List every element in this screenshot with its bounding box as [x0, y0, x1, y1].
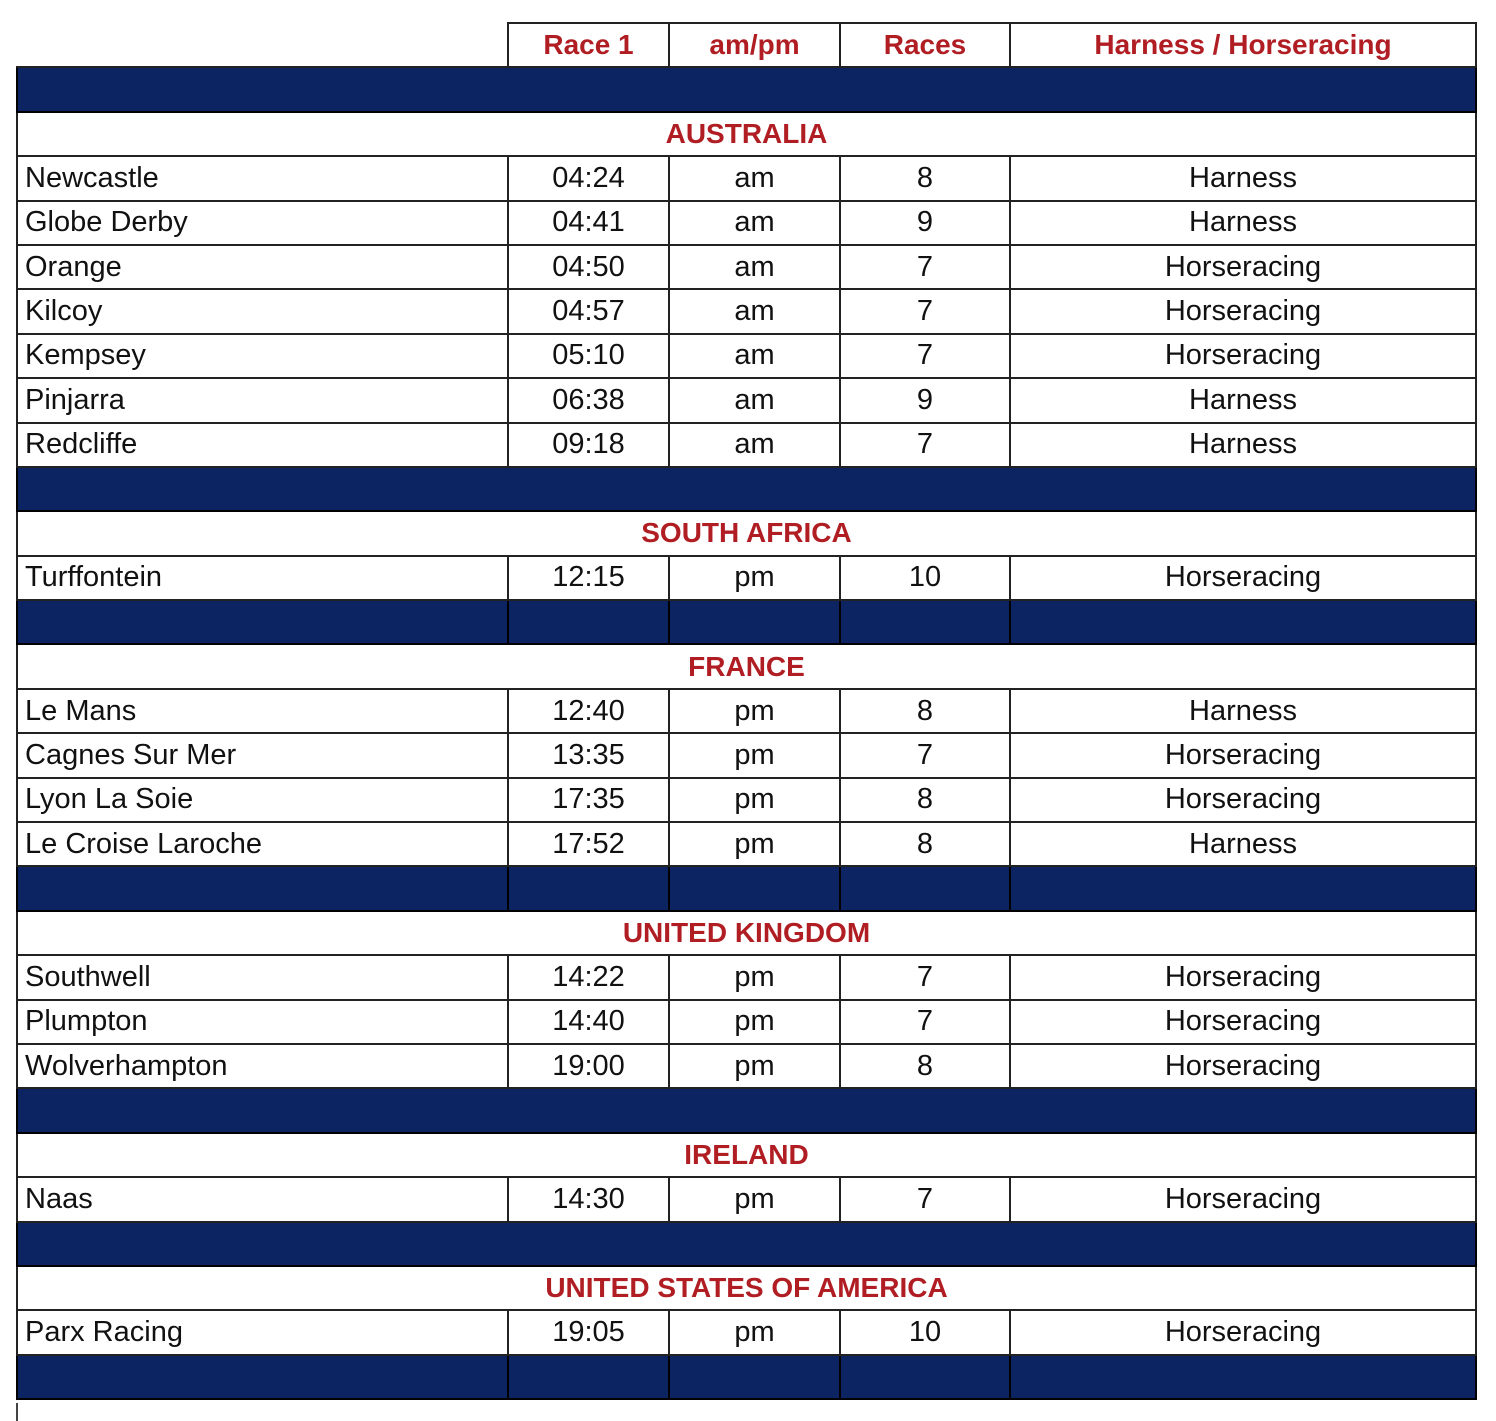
ampm-cell: pm	[669, 689, 840, 733]
separator-cell	[669, 1355, 840, 1399]
table-row	[17, 689, 1476, 733]
venue-cell: Cagnes Sur Mer	[17, 733, 508, 777]
race-type-cell: Horseracing	[1010, 289, 1476, 333]
race1-time-cell: 04:57	[508, 289, 669, 333]
table-row	[17, 1310, 1476, 1354]
country-heading-row	[17, 112, 1476, 156]
ampm-cell: pm	[669, 1000, 840, 1044]
table-row	[17, 822, 1476, 866]
venue-cell: Kilcoy	[17, 289, 508, 333]
ampm-cell: am	[669, 334, 840, 378]
table-row	[17, 733, 1476, 777]
races-count-cell: 8	[840, 156, 1010, 200]
race1-time-cell: 04:41	[508, 201, 669, 245]
race-type-cell: Harness	[1010, 201, 1476, 245]
header-type: Harness / Horseracing	[1010, 23, 1476, 67]
country-heading: SOUTH AFRICA	[17, 511, 1476, 555]
country-heading-row	[17, 1133, 1476, 1177]
venue-cell: Parx Racing	[17, 1310, 508, 1354]
race1-time-cell: 17:35	[508, 778, 669, 822]
races-count-cell: 7	[840, 1177, 1010, 1221]
separator-band	[17, 1355, 1476, 1399]
race-type-cell: Harness	[1010, 378, 1476, 422]
venue-cell: Orange	[17, 245, 508, 289]
column-header-row	[17, 23, 1476, 67]
separator-cell	[508, 1355, 669, 1399]
races-count-cell: 9	[840, 378, 1010, 422]
venue-cell: Southwell	[17, 955, 508, 999]
separator-cell	[17, 600, 508, 644]
race-type-cell: Horseracing	[1010, 245, 1476, 289]
race-type-cell: Horseracing	[1010, 1044, 1476, 1088]
country-heading-row	[17, 644, 1476, 688]
ampm-cell: pm	[669, 733, 840, 777]
races-count-cell: 7	[840, 245, 1010, 289]
races-count-cell: 7	[840, 955, 1010, 999]
country-heading-row	[17, 911, 1476, 955]
ampm-cell: am	[669, 423, 840, 467]
races-count-cell: 7	[840, 733, 1010, 777]
race-type-cell: Horseracing	[1010, 334, 1476, 378]
race-type-cell: Horseracing	[1010, 733, 1476, 777]
country-heading: AUSTRALIA	[17, 112, 1476, 156]
races-count-cell: 7	[840, 423, 1010, 467]
ampm-cell: am	[669, 156, 840, 200]
table-row	[17, 556, 1476, 600]
country-heading: UNITED KINGDOM	[17, 911, 1476, 955]
separator-cell	[840, 866, 1010, 910]
country-heading-row	[17, 1266, 1476, 1310]
table-row	[17, 156, 1476, 200]
separator-cell	[508, 866, 669, 910]
table-row	[17, 955, 1476, 999]
races-count-cell: 7	[840, 1000, 1010, 1044]
venue-cell: Globe Derby	[17, 201, 508, 245]
race-type-cell: Horseracing	[1010, 1000, 1476, 1044]
table-row	[17, 1044, 1476, 1088]
race1-time-cell: 14:40	[508, 1000, 669, 1044]
venue-cell: Kempsey	[17, 334, 508, 378]
race1-time-cell: 19:05	[508, 1310, 669, 1354]
races-count-cell: 7	[840, 289, 1010, 333]
race1-time-cell: 04:50	[508, 245, 669, 289]
table-row	[17, 201, 1476, 245]
ampm-cell: pm	[669, 556, 840, 600]
race1-time-cell: 06:38	[508, 378, 669, 422]
country-heading: FRANCE	[17, 644, 1476, 688]
venue-cell: Plumpton	[17, 1000, 508, 1044]
table-row	[17, 378, 1476, 422]
race-type-cell: Harness	[1010, 156, 1476, 200]
race-type-cell: Harness	[1010, 822, 1476, 866]
table-row	[17, 334, 1476, 378]
schedule-body	[17, 23, 1476, 1399]
race1-time-cell: 14:22	[508, 955, 669, 999]
race-type-cell: Horseracing	[1010, 1310, 1476, 1354]
race-type-cell: Horseracing	[1010, 556, 1476, 600]
ampm-cell: am	[669, 245, 840, 289]
separator-cell	[17, 467, 1476, 511]
separator-band	[17, 67, 1476, 111]
separator-cell	[1010, 866, 1476, 910]
venue-cell: Turffontein	[17, 556, 508, 600]
separator-band	[17, 467, 1476, 511]
races-count-cell: 8	[840, 778, 1010, 822]
ampm-cell: am	[669, 201, 840, 245]
race1-time-cell: 09:18	[508, 423, 669, 467]
separator-cell	[17, 866, 508, 910]
ampm-cell: pm	[669, 1044, 840, 1088]
race1-time-cell: 14:30	[508, 1177, 669, 1221]
races-count-cell: 8	[840, 822, 1010, 866]
race1-time-cell: 12:40	[508, 689, 669, 733]
separator-cell	[17, 1088, 1476, 1132]
race1-time-cell: 13:35	[508, 733, 669, 777]
separator-cell	[840, 600, 1010, 644]
ampm-cell: am	[669, 289, 840, 333]
ampm-cell: pm	[669, 822, 840, 866]
separator-band	[17, 1222, 1476, 1266]
race1-time-cell: 12:15	[508, 556, 669, 600]
separator-cell	[508, 600, 669, 644]
venue-cell: Pinjarra	[17, 378, 508, 422]
venue-cell: Naas	[17, 1177, 508, 1221]
separator-band	[17, 600, 1476, 644]
country-heading-row	[17, 511, 1476, 555]
country-heading: UNITED STATES OF AMERICA	[17, 1266, 1476, 1310]
separator-cell	[840, 1355, 1010, 1399]
table-row	[17, 245, 1476, 289]
venue-cell: Wolverhampton	[17, 1044, 508, 1088]
ampm-cell: pm	[669, 778, 840, 822]
race-type-cell: Horseracing	[1010, 1177, 1476, 1221]
header-corner-cell	[17, 23, 508, 67]
separator-band	[17, 866, 1476, 910]
race1-time-cell: 19:00	[508, 1044, 669, 1088]
race-schedule-table	[16, 22, 1477, 1400]
venue-cell: Newcastle	[17, 156, 508, 200]
separator-cell	[17, 1355, 508, 1399]
table-row	[17, 778, 1476, 822]
table-row	[17, 289, 1476, 333]
header-ampm: am/pm	[669, 23, 840, 67]
separator-cell	[17, 1222, 1476, 1266]
race1-time-cell: 17:52	[508, 822, 669, 866]
ampm-cell: am	[669, 378, 840, 422]
races-count-cell: 7	[840, 334, 1010, 378]
ampm-cell: pm	[669, 1310, 840, 1354]
ampm-cell: pm	[669, 1177, 840, 1221]
separator-cell	[669, 866, 840, 910]
sheet-edge-mark	[16, 1403, 18, 1421]
race-type-cell: Horseracing	[1010, 955, 1476, 999]
venue-cell: Lyon La Soie	[17, 778, 508, 822]
races-count-cell: 8	[840, 689, 1010, 733]
race1-time-cell: 04:24	[508, 156, 669, 200]
separator-cell	[17, 67, 1476, 111]
races-count-cell: 10	[840, 1310, 1010, 1354]
separator-cell	[1010, 1355, 1476, 1399]
table-row	[17, 1000, 1476, 1044]
separator-cell	[669, 600, 840, 644]
venue-cell: Redcliffe	[17, 423, 508, 467]
venue-cell: Le Mans	[17, 689, 508, 733]
races-count-cell: 8	[840, 1044, 1010, 1088]
venue-cell: Le Croise Laroche	[17, 822, 508, 866]
races-count-cell: 10	[840, 556, 1010, 600]
race1-time-cell: 05:10	[508, 334, 669, 378]
header-race1: Race 1	[508, 23, 669, 67]
header-races: Races	[840, 23, 1010, 67]
race-type-cell: Horseracing	[1010, 778, 1476, 822]
table-row	[17, 1177, 1476, 1221]
separator-cell	[1010, 600, 1476, 644]
country-heading: IRELAND	[17, 1133, 1476, 1177]
ampm-cell: pm	[669, 955, 840, 999]
race-type-cell: Harness	[1010, 689, 1476, 733]
races-count-cell: 9	[840, 201, 1010, 245]
table-row	[17, 423, 1476, 467]
race-type-cell: Harness	[1010, 423, 1476, 467]
separator-band	[17, 1088, 1476, 1132]
